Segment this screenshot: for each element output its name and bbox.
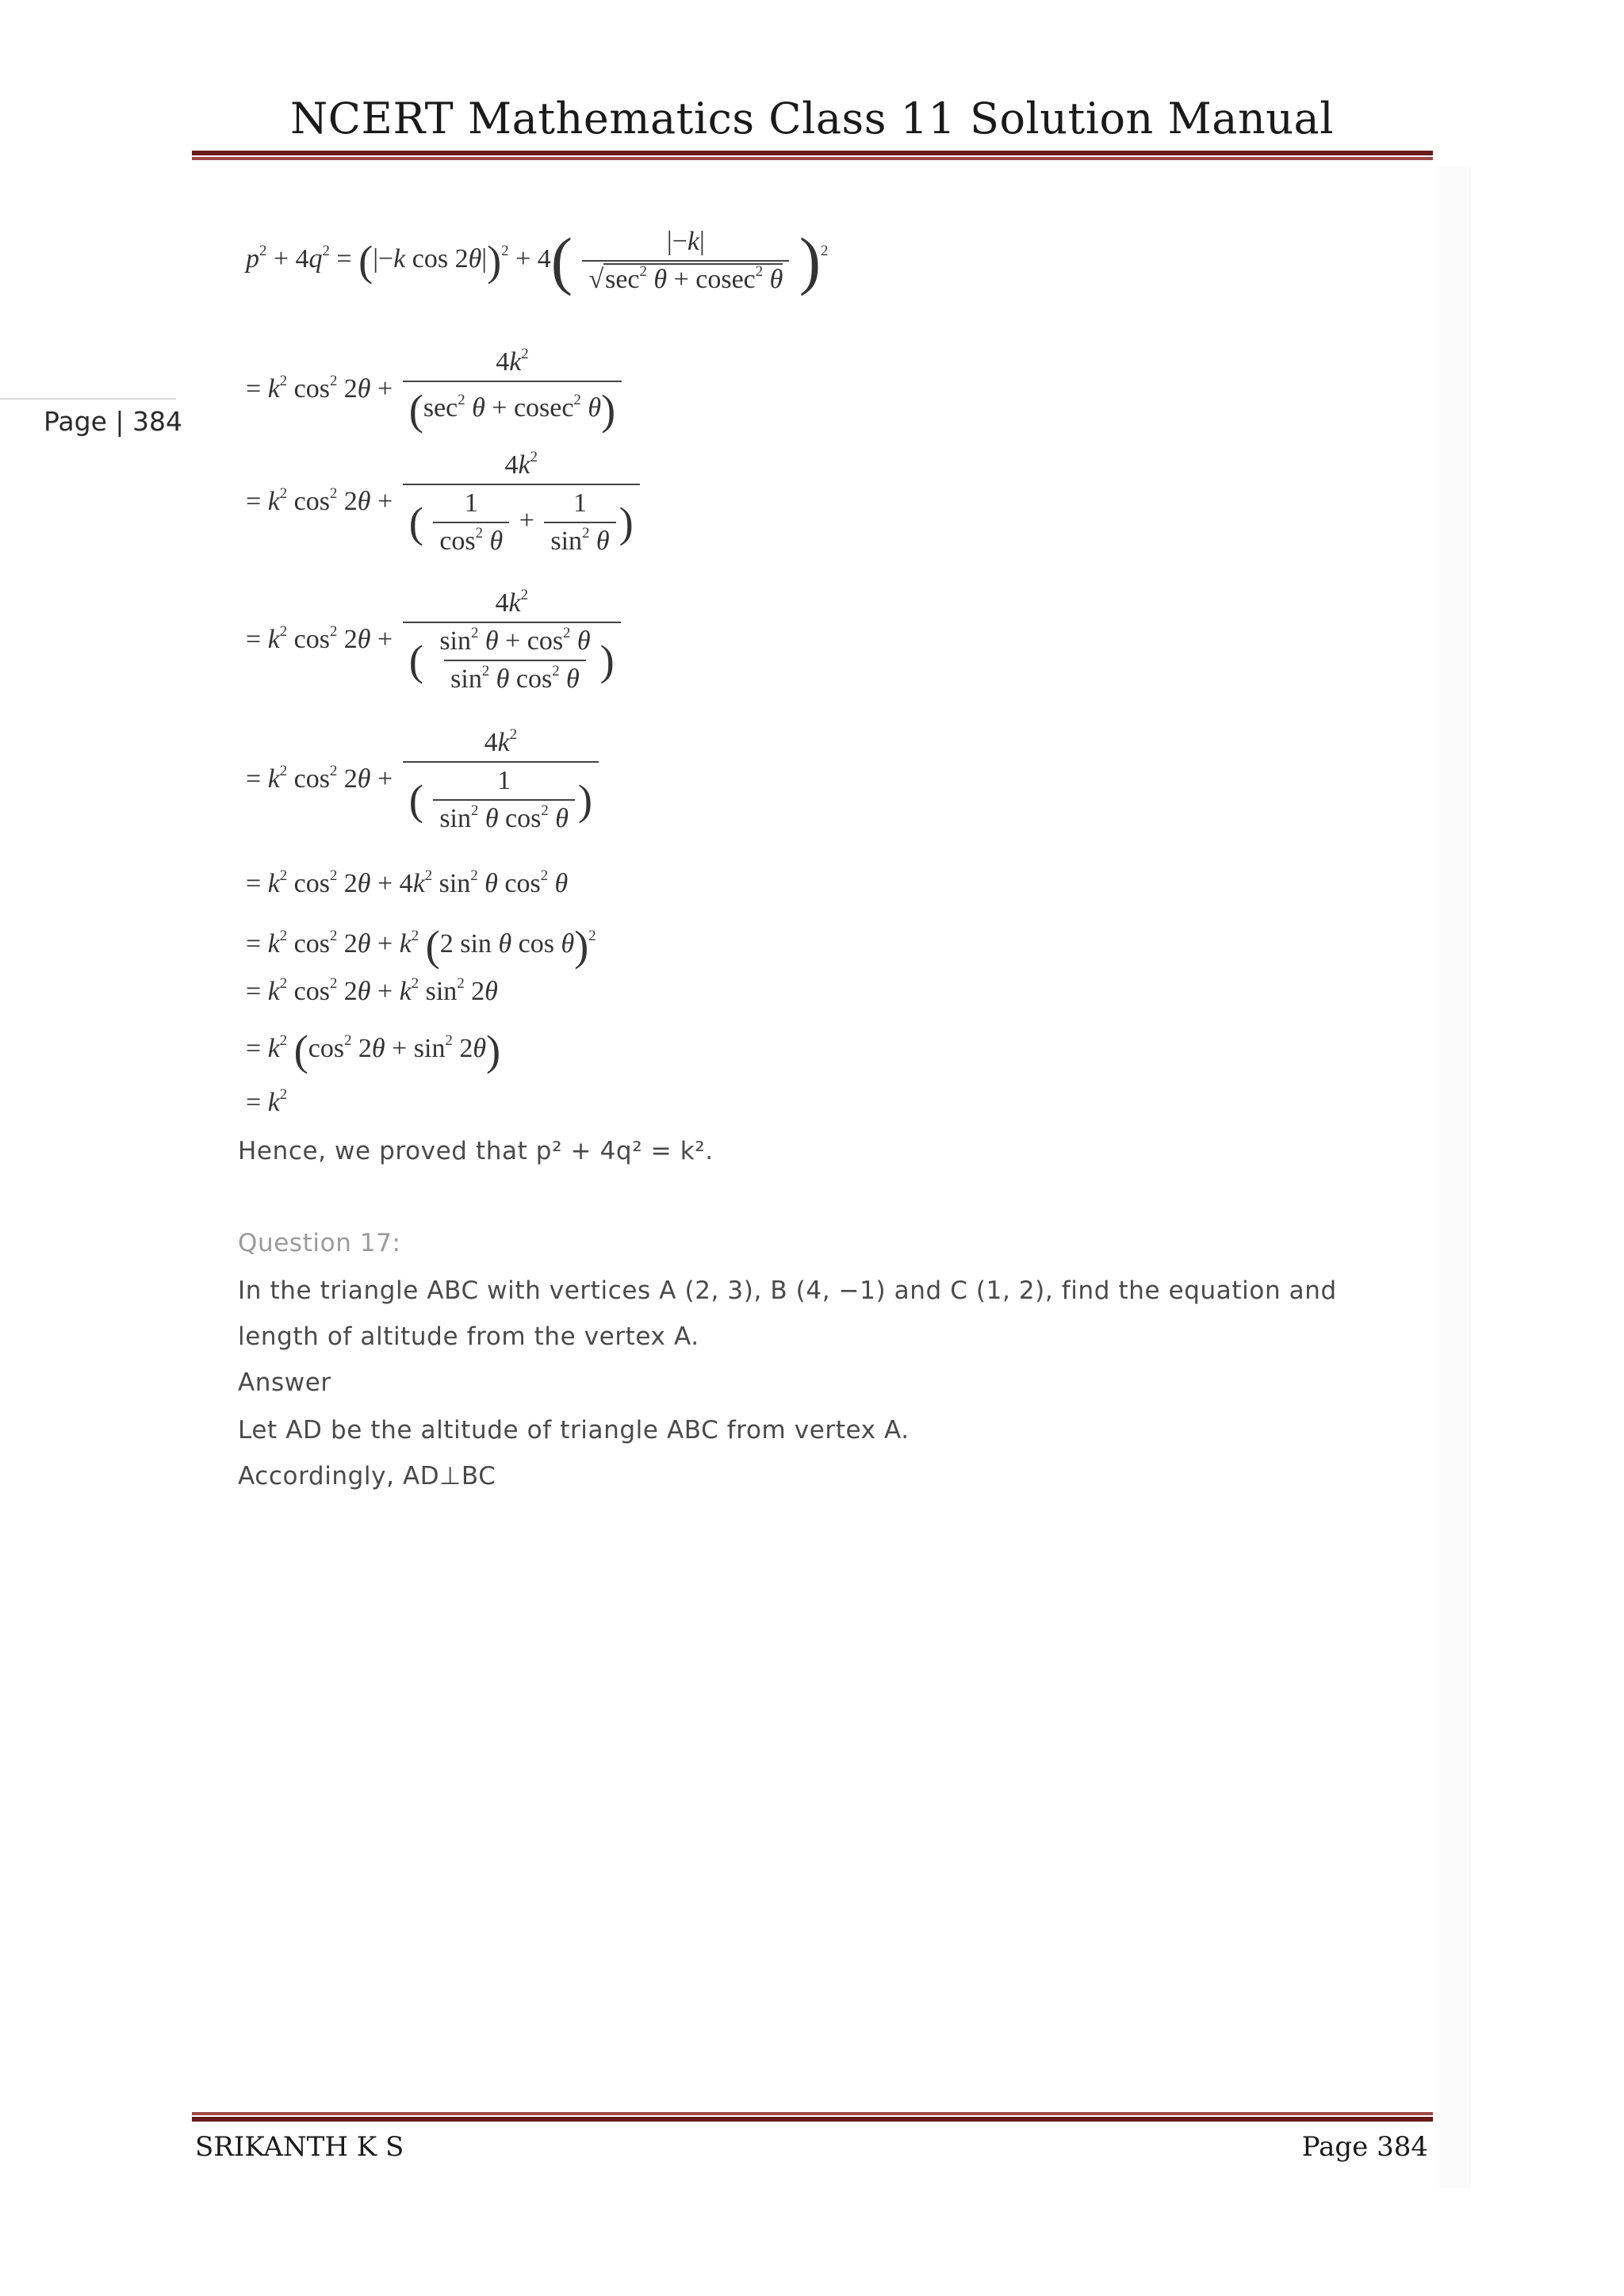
answer-label: Answer — [238, 1368, 331, 1397]
answer-line-1: Let AD be the altitude of triangle ABC from vertex A. — [238, 1416, 910, 1445]
page-title: NCERT Mathematics Class 11 Solution Manual — [289, 94, 1335, 144]
question-text-line-2: length of altitude from the vertex A. — [238, 1322, 699, 1351]
equation-line-9: = $k^2$ ($\cos^2$ $2\theta + \sin^2 2\theta$) — [246, 1027, 501, 1074]
page-edge-shade — [1439, 166, 1471, 2188]
answer-line-2: Accordingly, AD⊥BC — [238, 1462, 496, 1490]
footer-rule-thick — [192, 2117, 1433, 2122]
header-rule-thick — [192, 151, 1433, 155]
equation-line-8: = $k^2$ $\cos^2 2\theta + k^2$ $\sin^2 2\theta$ — [246, 975, 498, 1006]
equation-line-1: $p^2 + 4q^2 = (|-k$ cos 2θ|)$^2$ + 4( $\frac{|-k|}{√\sec^2 \theta + cosec^2 \theta}$ )$^2$ — [246, 224, 829, 297]
question-text-line-1: In the triangle ABC with vertices A (2, 3), B (4, −1) and C (1, 2), find the equation and — [238, 1276, 1337, 1305]
equation-line-7: = $k^2$ $\cos^2 2\theta + k^2$ (2 sin θ cos θ)$^2$ — [246, 922, 596, 970]
header-rule-thin — [192, 157, 1433, 160]
proof-conclusion: Hence, we proved that p² + 4q² = k². — [238, 1137, 714, 1165]
sidebar-divider — [0, 398, 176, 400]
footer-page-number: Page 384 — [1301, 2131, 1428, 2163]
question-heading: Question 17: — [238, 1229, 401, 1257]
equation-line-5: = $k^2$ $\cos^2 2\theta$ + $4k^2$ ( $\frac{1}{\sin^2 \theta \cos^2 \theta}$ ) — [246, 728, 602, 834]
equation-line-6: = $k^2$ $\cos^2 2\theta + 4k^2$ $\sin^2 \theta$ $\cos^2 \theta$ — [246, 867, 569, 898]
footer-author: SRIKANTH K S — [195, 2131, 404, 2163]
equation-line-3: = $k^2$ $\cos^2 2\theta$ + $4k^2$ ( $\frac{1}{\cos^2 \theta}$ + $\frac{1}{\sin^2 \theta}$ ) — [246, 450, 643, 557]
footer-rule-thin — [192, 2112, 1433, 2115]
side-page-number: Page | 384 — [44, 406, 182, 437]
equation-line-4: = $k^2$ $\cos^2 2\theta$ + $4k^2$ ( $\frac{\sin^2 \theta + \cos^2 \theta}{\sin^2 \theta \cos^2 \theta}$ ) — [246, 588, 624, 695]
equation-line-10: = $k^2$ — [246, 1086, 288, 1117]
equation-line-2: = $k^2$ $\cos^2 2\theta$ + $\frac{4k^2}{(\sec^2 \theta + cosec^2 \theta)}$ — [246, 347, 625, 434]
